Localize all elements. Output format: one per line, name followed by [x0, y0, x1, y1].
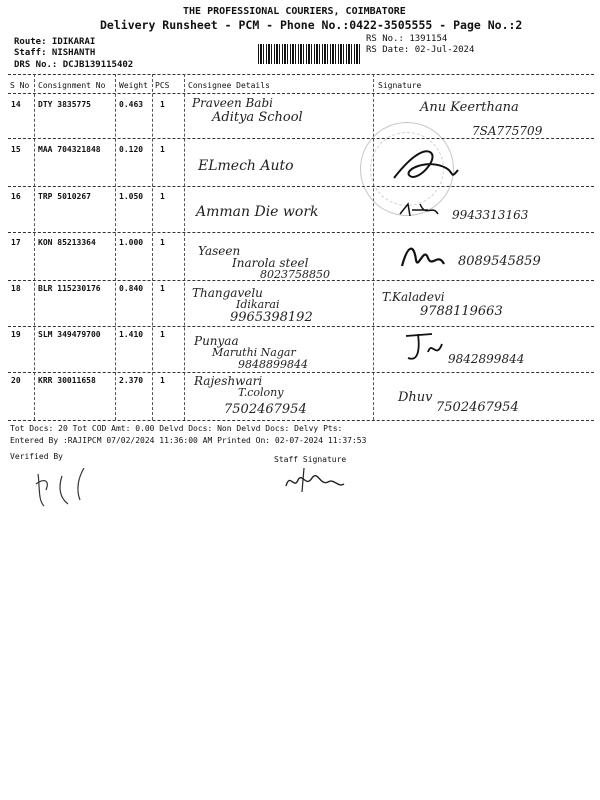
consignee-line: 9965398192: [230, 310, 313, 325]
signature-line: 7SA775709: [472, 124, 543, 138]
company-title: THE PROFESSIONAL COURIERS, COIMBATORE: [183, 6, 406, 17]
row-sno: 20: [11, 376, 21, 385]
row-consignment: DTY 3835775: [38, 100, 91, 109]
consignee-line: Thangavelu: [192, 286, 263, 300]
row-rule: [8, 420, 594, 421]
staff-label: Staff: NISHANTH: [14, 48, 96, 58]
col-pcs: PCS: [155, 81, 170, 90]
row-consignment: SLM 349479700: [38, 330, 101, 339]
row-consignment: KRR 30011658: [38, 376, 96, 385]
consignee-line: Amman Die work: [196, 204, 319, 220]
signature-line: 9788119663: [420, 304, 503, 319]
row-sno: 15: [11, 145, 21, 154]
row-weight: 1.000: [119, 238, 144, 247]
row-consignment: BLR 115230176: [38, 284, 101, 293]
header-bottom-rule: [8, 93, 594, 94]
col-consignment: Consignment No: [38, 81, 106, 90]
signature-line: 9842899844: [448, 352, 525, 366]
handwritten-signature: [398, 200, 442, 222]
handwritten-signature: [402, 330, 446, 366]
row-consignment: KON 85213364: [38, 238, 96, 247]
barcode-image: [258, 44, 360, 64]
row-rule: [8, 326, 594, 327]
row-pcs: 1: [160, 284, 165, 293]
row-sno: 18: [11, 284, 21, 293]
col-divider: [184, 74, 185, 420]
handwritten-signature: [388, 140, 468, 188]
row-sno: 16: [11, 192, 21, 201]
consignee-line: ELmech Auto: [198, 158, 294, 174]
col-signature: Signature: [378, 81, 422, 90]
consignee-line: T.colony: [238, 386, 284, 399]
consignee-line: 9848899844: [238, 358, 308, 371]
signature-line: 8089545859: [458, 254, 541, 269]
consignee-line: Idikarai: [236, 298, 280, 311]
row-pcs: 1: [160, 145, 165, 154]
consignee-line: 7502467954: [224, 402, 307, 417]
row-pcs: 1: [160, 376, 165, 385]
signature-line: 7502467954: [436, 400, 519, 415]
staff-signature-label: Staff Signature: [274, 455, 347, 464]
verifier-signature: [28, 464, 98, 510]
row-consignment: TRP 5010267: [38, 192, 91, 201]
staff-signature-mark: [280, 462, 350, 498]
row-weight: 2.370: [119, 376, 144, 385]
consignee-line: Inarola steel: [232, 256, 309, 270]
consignee-line: Maruthi Nagar: [212, 346, 296, 359]
rs-number: RS No.: 1391154: [366, 34, 448, 44]
col-consignee: Consignee Details: [188, 81, 270, 90]
signature-line: T.Kaladevi: [382, 290, 445, 304]
col-weight: Weight: [119, 81, 148, 90]
signature-line: 9943313163: [452, 208, 529, 222]
col-divider: [34, 74, 35, 420]
totals-line: Tot Docs: 20 Tot COD Amt: 0.00 Delvd Docs: Non Delvd Docs: Delvy Pts:: [10, 424, 343, 433]
row-pcs: 1: [160, 330, 165, 339]
row-weight: 1.410: [119, 330, 144, 339]
consignee-line: Punyaa: [194, 334, 239, 348]
col-divider: [152, 74, 153, 420]
runsheet-title: Delivery Runsheet - PCM - Phone No.:0422-3505555 - Page No.:2: [100, 18, 523, 32]
row-weight: 0.463: [119, 100, 144, 109]
row-pcs: 1: [160, 192, 165, 201]
col-sno: S No: [10, 81, 30, 90]
row-weight: 1.050: [119, 192, 144, 201]
col-divider: [373, 74, 374, 420]
drs-label: DRS No.: DCJB139115402: [14, 60, 134, 70]
row-rule: [8, 186, 594, 187]
verified-by-label: Verified By: [10, 452, 63, 461]
row-rule: [8, 280, 594, 281]
route-label: Route: IDIKARAI: [14, 37, 96, 47]
consignee-line: Rajeshwari: [194, 374, 263, 388]
signature-line: Anu Keerthana: [420, 100, 519, 115]
row-sno: 17: [11, 238, 21, 247]
rs-date: RS Date: 02-Jul-2024: [366, 45, 475, 55]
signature-line: Dhuv: [398, 390, 433, 405]
row-sno: 14: [11, 100, 21, 109]
row-rule: [8, 138, 594, 139]
entered-by-line: Entered By :RAJIPCM 07/02/2024 11:36:00 AM Printed On: 02-07-2024 11:37:53: [10, 436, 367, 445]
row-rule: [8, 372, 594, 373]
consignee-line: Yaseen: [198, 244, 241, 258]
consignee-line: Praveen Babi: [192, 96, 273, 110]
consignee-line: 8023758850: [260, 268, 330, 281]
row-weight: 0.120: [119, 145, 144, 154]
row-pcs: 1: [160, 238, 165, 247]
header-top-rule: [8, 74, 594, 75]
row-pcs: 1: [160, 100, 165, 109]
consignee-line: Aditya School: [212, 110, 303, 125]
row-consignment: MAA 704321848: [38, 145, 101, 154]
col-divider: [115, 74, 116, 420]
row-rule: [8, 232, 594, 233]
row-weight: 0.840: [119, 284, 144, 293]
row-sno: 19: [11, 330, 21, 339]
handwritten-signature: [398, 240, 448, 272]
